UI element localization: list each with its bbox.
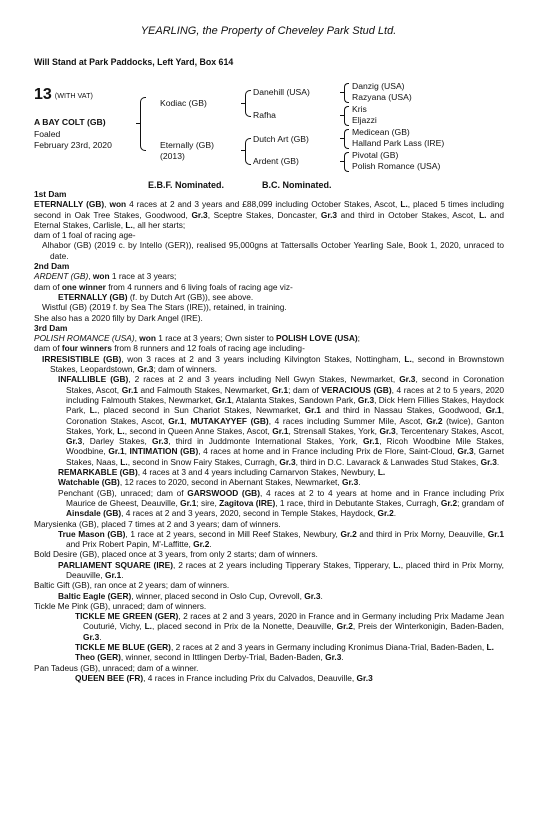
bold-text: PARLIAMENT SQUARE (IRE): [58, 559, 174, 570]
bold-text: 1st Dam: [34, 189, 67, 199]
record-paragraph: [34, 611, 504, 642]
bold-text: INFALLIBLE (GB): [58, 374, 129, 385]
pedigree-gen3-6: Halland Park Lass (IRE): [352, 138, 445, 148]
record-text: , Dick Hern Fillies Stakes, Haydock Park,: [66, 394, 504, 416]
record-text: , Atalanta Stakes, Sandown Park,: [231, 394, 358, 405]
record-text: Baltic Gift (GB), ran once at 2 years; dam of winners.: [34, 580, 230, 591]
bold-text: Gr.2: [426, 415, 443, 426]
record-text: .: [358, 477, 361, 488]
ebf-nomination: E.B.F. Nominated.: [148, 180, 225, 190]
pedigree-brace-gen1: [140, 97, 146, 151]
record-paragraph: [34, 374, 504, 467]
bold-text: one winner: [61, 281, 106, 292]
record-paragraph: [34, 333, 504, 343]
pedigree-brace-tick: [136, 123, 140, 124]
record-text: , winner, placed second in Oslo Cup, Ovrevoll,: [131, 590, 305, 601]
record-text: ; sire,: [196, 497, 220, 508]
bold-text: Gr.1: [104, 569, 122, 580]
bold-text: Gr.3: [325, 652, 342, 663]
pedigree-dam-sire: Dutch Art (GB): [253, 134, 309, 144]
pedigree-brace-tick: [241, 150, 245, 151]
bc-nomination: B.C. Nominated.: [262, 180, 332, 190]
italic-text: ARDENT (GB): [34, 271, 89, 282]
bold-text: GARSWOOD (GB): [187, 487, 260, 498]
record-text: , 1 race at 2 years, second in Mill Reef Stakes, Newbury,: [125, 528, 341, 539]
record-text: , Ricoh Woodbine Mile Stakes, Woodbine,: [66, 436, 504, 457]
pedigree-brace-tick: [241, 103, 245, 104]
bold-text: Gr.2: [336, 621, 353, 632]
record-paragraph: [34, 601, 504, 611]
record-text: .: [393, 508, 397, 519]
pedigree-brace-gen3: [344, 83, 349, 103]
record-text: .: [209, 539, 212, 550]
bold-text: 3rd Dam: [34, 322, 68, 333]
record-text: , 4 races in France including Prix du Calvados, Deauville,: [143, 672, 357, 683]
record-text: , placed second in Sun Chariot Stakes, Newmarket,: [97, 405, 305, 416]
bold-text: Gr.1: [271, 384, 289, 395]
record-text: ,: [124, 446, 130, 457]
bold-text: Watchable (GB): [58, 477, 120, 488]
pedigree-sire-sire: Danehill (USA): [253, 87, 310, 97]
bold-text: Gr.3: [279, 456, 296, 467]
bold-text: L.: [486, 642, 494, 653]
record-paragraph: [34, 549, 504, 559]
bold-text: 2nd Dam: [34, 261, 70, 272]
bold-text: Theo (GER): [75, 652, 121, 663]
record-text: Wistful (GB) (2019 f. by Sea The Stars (IRE)), retained, in training.: [42, 302, 287, 313]
record-text: Tickle Me Pink (GB), unraced; dam of winners.: [34, 600, 207, 611]
bold-text: Gr.1: [215, 394, 232, 405]
bold-text: L.: [479, 209, 487, 220]
bold-text: L.: [400, 199, 408, 210]
record-paragraph: [34, 488, 504, 519]
record-text: , 2 races at 2 and 3 years in Germany including Kronimus Diana-Trial, Baden-Baden,: [170, 642, 487, 653]
record-text: , Coronation Stakes, Ascot,: [66, 405, 505, 426]
record-text: , 4 races at home and in France including Prix de Flore, Saint-Cloud,: [198, 446, 458, 457]
bold-text: Gr.3: [137, 364, 154, 375]
bold-text: Gr.3: [379, 425, 396, 436]
bold-text: Gr.1: [121, 384, 138, 395]
pedigree-dam: Eternally (GB): [160, 140, 214, 150]
record-text: and Falmouth Stakes, Newmarket,: [137, 384, 272, 395]
bold-text: L.: [120, 456, 128, 467]
pedigree-dam-dam: Ardent (GB): [253, 156, 299, 166]
record-paragraph: [34, 673, 504, 683]
record-text: Alhabor (GB) (2019 c. by Intello (GER)), realised 95,000gns at Tattersalls October Yearling Sale, Book 1, 2020, unraced to date.: [42, 240, 504, 261]
bold-text: Gr.3: [356, 672, 373, 683]
pedigree-brace-sire: [245, 90, 251, 117]
record-paragraph: [34, 529, 504, 550]
bold-text: POLISH LOVE (USA): [276, 333, 358, 344]
bold-text: Gr.3: [457, 446, 474, 457]
record-text: .: [320, 590, 323, 601]
record-paragraph: [34, 467, 504, 477]
bold-text: L.: [89, 405, 98, 416]
bold-text: Gr.3: [83, 631, 100, 642]
pedigree-gen3-2: Razyana (USA): [352, 92, 412, 102]
record-paragraph: [34, 292, 504, 302]
record-paragraph: [34, 230, 504, 240]
record-paragraph: [34, 302, 504, 312]
pedigree-sire-dam: Rafha: [253, 110, 276, 120]
record-text: (twice), Ganton Stakes, York,: [66, 415, 505, 436]
vat-note: (WITH VAT): [54, 91, 93, 100]
pedigree-gen3-3: Kris: [352, 104, 367, 114]
record-text: and third in October Stakes, Ascot,: [337, 209, 480, 220]
pedigree-gen3-7: Pivotal (GB): [352, 150, 399, 160]
bold-text: L.: [125, 219, 133, 230]
record-paragraph: [34, 354, 504, 375]
record-text: , placed 5 times including second in Oak Tree Stakes, Goodwood,: [34, 199, 504, 220]
record-text: , 4 races at 2 and 3 years, 2020, second in Temple Stakes, Haydock,: [121, 508, 378, 519]
bold-text: VERACIOUS (GB): [321, 384, 392, 395]
record-text: , Garnet Stakes, Naas,: [66, 446, 505, 467]
record-text: , 4 races at 3 and 4 years including Carnarvon Stakes, Newbury,: [137, 467, 378, 478]
record-text: dam of 1 foal of racing age-: [34, 230, 136, 241]
record-text: Marysienka (GB), placed 7 times at 2 and 3 years; dam of winners.: [34, 518, 281, 529]
record-text: , second in Brownstown Stakes, Leopardstown,: [50, 353, 504, 375]
bold-text: IRRESISTIBLE (GB): [42, 353, 122, 364]
record-text: , Strensall Stakes, York,: [288, 425, 380, 436]
bold-text: INTIMATION (GB): [129, 446, 199, 457]
record-paragraph: [34, 313, 504, 323]
pedigree-dam-year: (2013): [160, 151, 185, 161]
stand-location: Will Stand at Park Paddocks, Left Yard, Box 614: [34, 57, 234, 67]
bold-text: Gr.3: [480, 456, 497, 467]
page-title: YEARLING, the Property of Cheveley Park Stud Ltd.: [140, 25, 397, 37]
record-text: , third in D.C. Lavarack & Lanwades Stud Stakes,: [295, 456, 481, 467]
bold-text: Gr.2: [440, 497, 458, 508]
bold-text: Gr.3: [399, 374, 416, 385]
pedigree-gen3-8: Polish Romance (USA): [352, 161, 441, 171]
record-paragraph: [34, 560, 504, 581]
bold-text: Gr.1: [485, 405, 502, 416]
record-paragraph: [34, 343, 504, 353]
bold-text: L.: [377, 467, 386, 478]
record-text: , third in Juddmonte International Stakes, York,: [168, 436, 363, 447]
record-text: , 2 races at 2 and 3 years including Nell Gwyn Stakes, Newmarket,: [128, 374, 400, 385]
horse-name: A BAY COLT (GB): [34, 117, 106, 127]
pedigree-gen3-1: Danzig (USA): [352, 81, 405, 91]
bold-text: True Mason (GB): [58, 528, 126, 539]
italic-text: POLISH ROMANCE (USA): [34, 333, 135, 344]
record-text: She also has a 2020 filly by Dark Angel (IRE).: [34, 312, 203, 323]
record-text: , all her starts;: [132, 219, 186, 230]
record-text: dam of: [34, 281, 62, 292]
bold-text: won: [109, 199, 127, 210]
record-text: .: [496, 456, 500, 467]
pedigree-brace-gen3: [344, 106, 349, 126]
record-text: from 4 runners and 6 living foals of racing age viz-: [105, 281, 293, 292]
bold-text: Gr.1: [108, 446, 125, 457]
record-text: , placed third in Prix Morny, Deauville,: [66, 559, 504, 580]
pedigree-sire: Kodiac (GB): [160, 98, 207, 108]
bold-text: Baltic Eagle (GER): [58, 590, 132, 601]
pedigree-brace-dam: [245, 138, 251, 165]
record-paragraph: [34, 271, 504, 281]
record-paragraph: [34, 663, 504, 673]
record-text: , second in Coronation Stakes, Ascot,: [66, 374, 504, 395]
bold-text: L.: [117, 425, 125, 436]
bold-text: Gr.1: [180, 497, 197, 508]
record-text: .: [121, 569, 124, 580]
bold-text: won: [139, 333, 156, 344]
record-text: Penchant (GB), unraced; dam of: [58, 487, 188, 498]
record-text: ; dam of winners.: [153, 364, 217, 375]
bold-text: Gr.1: [362, 436, 380, 447]
record-text: , placed second in Prix de la Nonette, Deauville,: [152, 621, 337, 632]
record-text: 1 race at 3 years;: [109, 271, 177, 282]
record-text: , second in Queen Anne Stakes, Ascot,: [124, 425, 273, 436]
bold-text: REMARKABLE (GB): [58, 467, 138, 478]
record-text: , 12 races to 2020, second in Abernant Stakes, Newmarket,: [119, 477, 342, 488]
pedigree-brace-tick: [340, 161, 344, 162]
record-paragraph: [34, 477, 504, 487]
bold-text: Gr.1: [272, 425, 289, 436]
record-text: ,: [134, 333, 140, 344]
record-text: ; dam of: [288, 384, 322, 395]
bold-text: Gr.3: [66, 436, 83, 447]
pedigree-brace-tick: [340, 138, 344, 139]
record-text: from 8 runners and 12 foals of racing age including-: [111, 343, 305, 354]
foaled-date: February 23rd, 2020: [34, 140, 112, 150]
record-text: ,: [88, 271, 93, 282]
record-paragraph: [34, 642, 504, 652]
record-text: ;: [357, 333, 360, 344]
section-heading: [34, 323, 504, 333]
record-text: ; grandam of: [457, 497, 505, 508]
bold-text: Gr.3: [341, 477, 359, 488]
pedigree-gen3-5: Medicean (GB): [352, 127, 410, 137]
record-text: , 4 races at 2 to 4 years at home and in France including Prix Maurice de Gheest, Deauville,: [66, 487, 504, 508]
record-text: , second in Snow Fairy Stakes, Curragh,: [127, 456, 280, 467]
bold-text: Gr.3: [304, 590, 321, 601]
bold-text: ETERNALLY (GB): [58, 291, 128, 302]
record-text: Bold Desire (GB), placed once at 3 years, from only 2 starts; dam of winners.: [34, 549, 318, 560]
record-text: , 1 race, third in Debutante Stakes, Curragh,: [275, 497, 441, 508]
record-text: .: [99, 631, 102, 642]
record-text: and Eternal Stakes, Carlisle,: [34, 209, 505, 230]
bold-text: Zagitova (IRE): [219, 497, 276, 508]
bold-text: ETERNALLY (GB): [34, 199, 105, 210]
bold-text: Gr.1: [304, 405, 321, 416]
bold-text: Gr.1: [168, 415, 185, 426]
record-text: dam of: [34, 343, 62, 354]
bold-text: L.: [404, 353, 412, 364]
record-text: , 4 races including Summer Mile, Ascot,: [268, 415, 427, 426]
bold-text: Gr.3: [151, 436, 169, 447]
record-text: .: [341, 652, 344, 663]
record-text: and third in Prix Morny, Deauville,: [356, 528, 488, 539]
bold-text: Gr.3: [357, 394, 375, 405]
pedigree-brace-gen3: [344, 152, 349, 172]
pedigree-brace-tick: [340, 115, 344, 116]
record-text: 1 race at 3 years; Own sister to: [155, 333, 277, 344]
pedigree-brace-tick: [340, 92, 344, 93]
bold-text: Gr.2: [340, 528, 357, 539]
bold-text: L.: [393, 559, 401, 570]
produce-record: [34, 189, 504, 683]
record-text: ,: [184, 415, 191, 426]
record-paragraph: [34, 519, 504, 529]
record-text: , Darley Stakes,: [82, 436, 152, 447]
record-paragraph: [34, 282, 504, 292]
pedigree-gen3-4: Eljazzi: [352, 115, 377, 125]
record-text: and Prix Robert Papin, M'-Laffitte,: [66, 539, 194, 550]
bold-text: Gr.2: [377, 508, 394, 519]
bold-text: TICKLE ME BLUE (GER): [75, 642, 171, 653]
record-text: , 2 races at 2 years including Tipperary Stakes, Tipperary,: [173, 559, 394, 570]
record-text: , Preis der Winterkonigin, Baden-Baden,: [352, 621, 504, 632]
record-paragraph: [34, 580, 504, 590]
record-text: and third in Nassau Stakes, Goodwood,: [320, 405, 486, 416]
bold-text: QUEEN BEE (FR): [75, 672, 144, 683]
lot-number-value: 13: [34, 86, 52, 103]
bold-text: Gr.3: [320, 209, 338, 220]
record-paragraph: [34, 591, 504, 601]
record-paragraph: [34, 199, 504, 230]
bold-text: won: [92, 271, 110, 282]
record-text: (f. by Dutch Art (GB)), see above.: [127, 291, 254, 302]
record-text: , 4 races at 2 to 5 years, 2020 including Falmouth Stakes, Newmarket,: [66, 384, 505, 405]
section-heading: [34, 261, 504, 271]
bold-text: Gr.3: [191, 209, 208, 220]
record-paragraph: [34, 240, 504, 261]
record-text: , won 3 races at 2 and 3 years including Kilvington Stakes, Nottingham,: [121, 353, 405, 364]
bold-text: L.: [144, 621, 152, 632]
record-text: , winner, second in Ittlingen Derby-Trial, Baden-Baden,: [120, 652, 326, 663]
section-heading: [34, 189, 504, 199]
bold-text: MUTAKAYYEF (GB): [190, 415, 269, 426]
record-text: , 2 races at 2 and 3 years, 2020 in France and in Germany including Prix Madame Jean Couturié, Vichy,: [83, 611, 504, 632]
foaled-label: Foaled: [34, 129, 61, 139]
record-text: , Sceptre Stakes, Doncaster,: [207, 209, 321, 220]
record-text: Pan Tadeus (GB), unraced; dam of a winner.: [34, 662, 199, 673]
bold-text: Gr.1: [487, 528, 504, 539]
record-text: , Tercentenary Stakes, Ascot,: [395, 425, 505, 436]
bold-text: TICKLE ME GREEN (GER): [75, 611, 179, 622]
bold-text: Ainsdale (GB): [66, 508, 122, 519]
bold-text: four winners: [61, 343, 112, 354]
record-paragraph: [34, 652, 504, 662]
lot-number: [34, 86, 93, 104]
record-text: ,: [104, 199, 110, 210]
bold-text: Gr.2: [193, 539, 210, 550]
record-text: 4 races at 2 and 3 years and £88,099 including October Stakes, Ascot,: [126, 199, 401, 210]
pedigree-brace-gen3: [344, 129, 349, 149]
